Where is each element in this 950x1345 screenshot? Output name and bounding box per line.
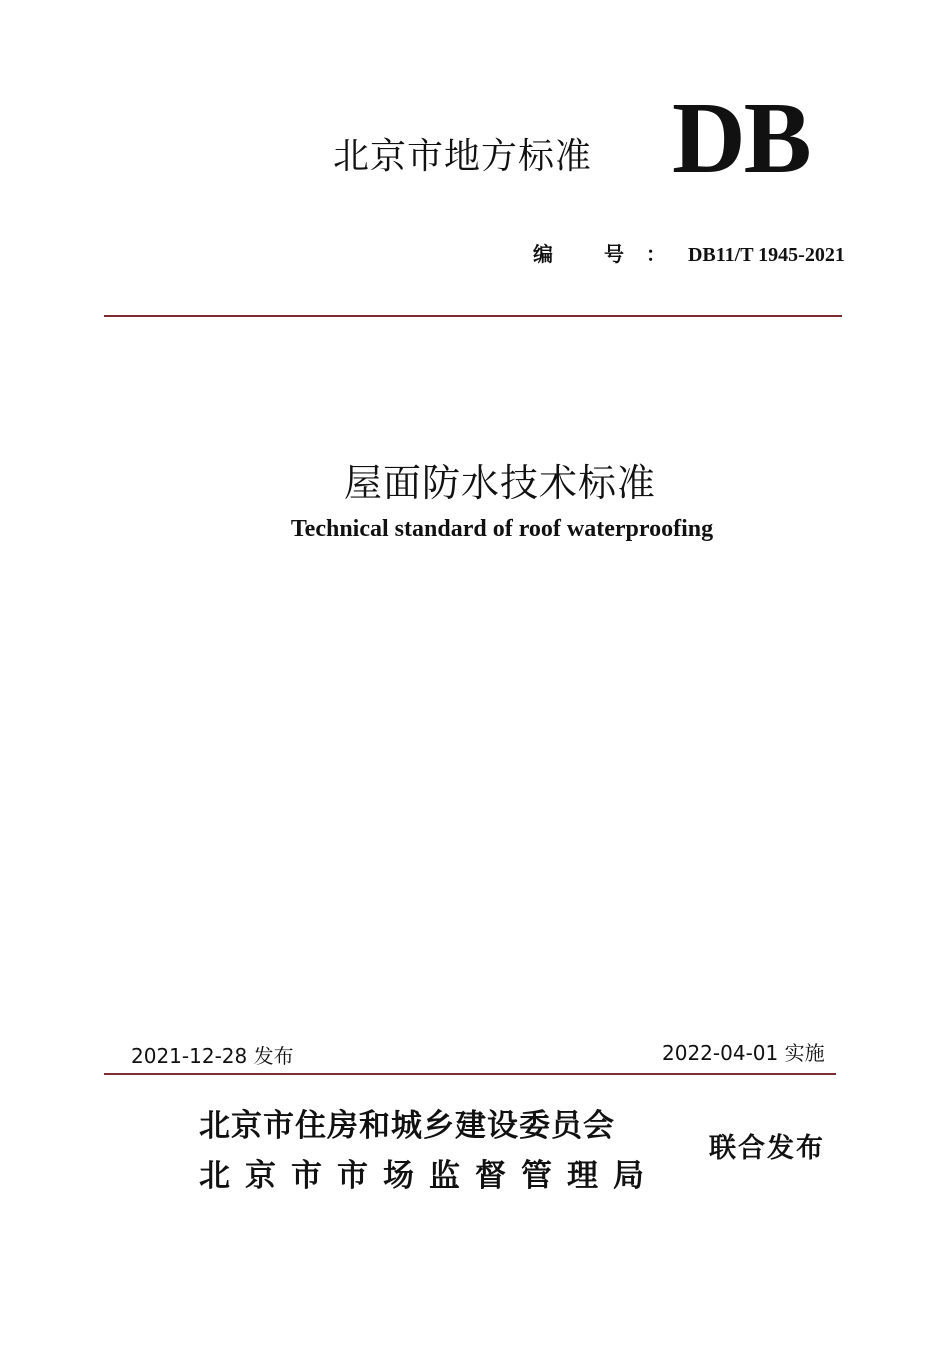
db-mark: DB (672, 82, 810, 195)
issuer-line-1: 北京市住房和城乡建设委员会 (199, 1108, 615, 1144)
implementation-date: 2022-04-01 实施 (662, 1041, 825, 1065)
top-divider (104, 315, 842, 317)
standard-number-value: DB11/T 1945-2021 (687, 244, 845, 266)
standard-type: 北京市地方标准 (333, 136, 593, 177)
joint-issue-label: 联合发布 (709, 1133, 825, 1164)
bottom-divider (104, 1073, 836, 1075)
title-chinese: 屋面防水技术标准 (343, 461, 656, 505)
standard-number-label: 编 号： (533, 242, 688, 266)
title-english: Technical standard of roof waterproofing (290, 516, 714, 542)
standard-number (533, 238, 845, 267)
issuer-line-2: 北京市市场监督管理局 (199, 1158, 659, 1194)
issue-date: 2021-12-28 发布 (131, 1044, 294, 1068)
